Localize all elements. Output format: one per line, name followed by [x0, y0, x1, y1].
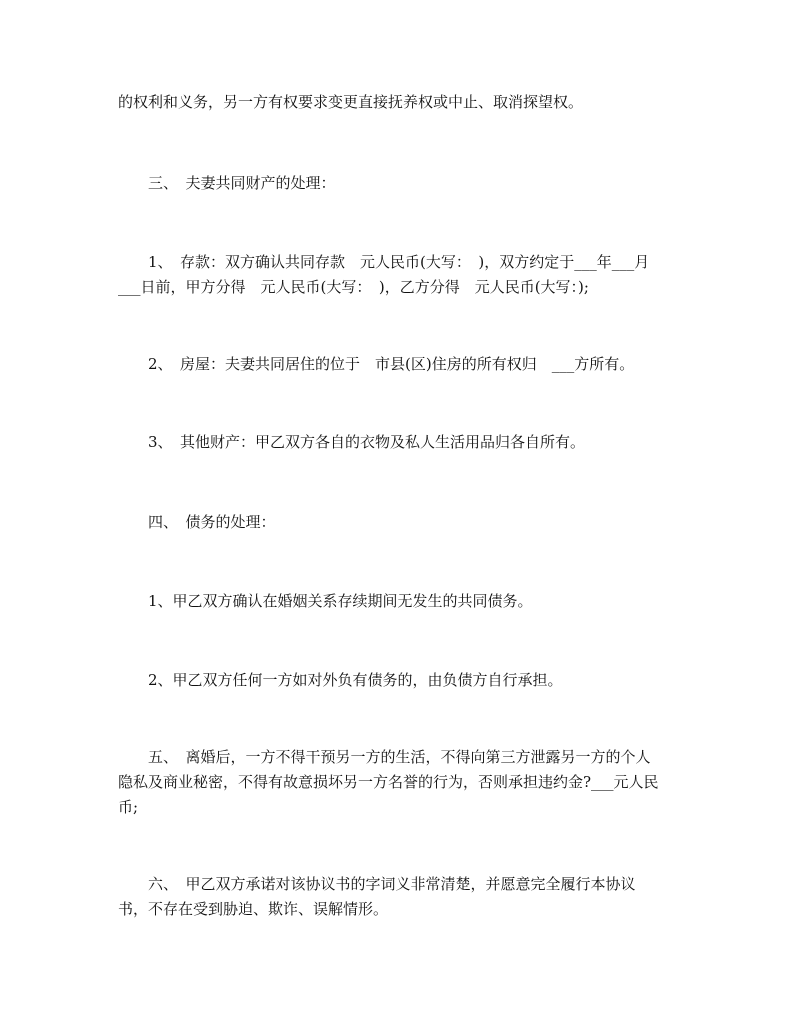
text-line: 的权利和义务，另一方有权要求变更直接抚养权或中止、取消探望权。	[118, 93, 584, 111]
item-3-1-savings	[118, 250, 678, 300]
item-3-2-house	[118, 352, 678, 377]
text-line: 2、 房屋：夫妻共同居住的位于 市县(区)住房的所有权归 ___方所有。	[118, 355, 635, 373]
text-line: 三、 夫妻共同财产的处理：	[118, 174, 336, 192]
text-line: 1、甲乙双方确认在婚姻关系存续期间无发生的共同债务。	[118, 592, 533, 610]
section-6-paragraph	[118, 872, 678, 922]
text-line: 四、 债务的处理：	[118, 513, 276, 531]
section-5-paragraph	[118, 745, 678, 820]
text-line: 五、 离婚后，一方不得干预另一方的生活，不得向第三方泄露另一方的个人	[118, 748, 651, 766]
item-4-2	[118, 668, 678, 693]
text-line: 六、 甲乙双方承诺对该协议书的字词义非常清楚，并愿意完全履行本协议	[118, 875, 636, 893]
item-3-3-other-property	[118, 430, 678, 455]
section-3-heading	[118, 171, 678, 196]
text-line: 2、甲乙双方任何一方如对外负有债务的，由负债方自行承担。	[118, 671, 563, 689]
text-line: 币;	[118, 798, 139, 816]
section-4-heading	[118, 510, 678, 535]
text-line: 隐私及商业秘密，不得有故意损坏另一方名誉的行为，否则承担违约金?___元人民	[118, 773, 659, 791]
text-line: 书，不存在受到胁迫、欺诈、误解情形。	[118, 900, 389, 918]
text-line: ___日前，甲方分得 元人民币(大写： )，乙方分得 元人民币(大写：);	[118, 278, 589, 296]
paragraph-continuation	[118, 90, 678, 115]
text-line: 1、 存款：双方确认共同存款 元人民币(大写： )，双方约定于___年___月	[118, 253, 650, 271]
item-4-1	[118, 589, 678, 614]
text-line: 3、 其他财产：甲乙双方各自的衣物及私人生活用品归各自所有。	[118, 433, 586, 451]
